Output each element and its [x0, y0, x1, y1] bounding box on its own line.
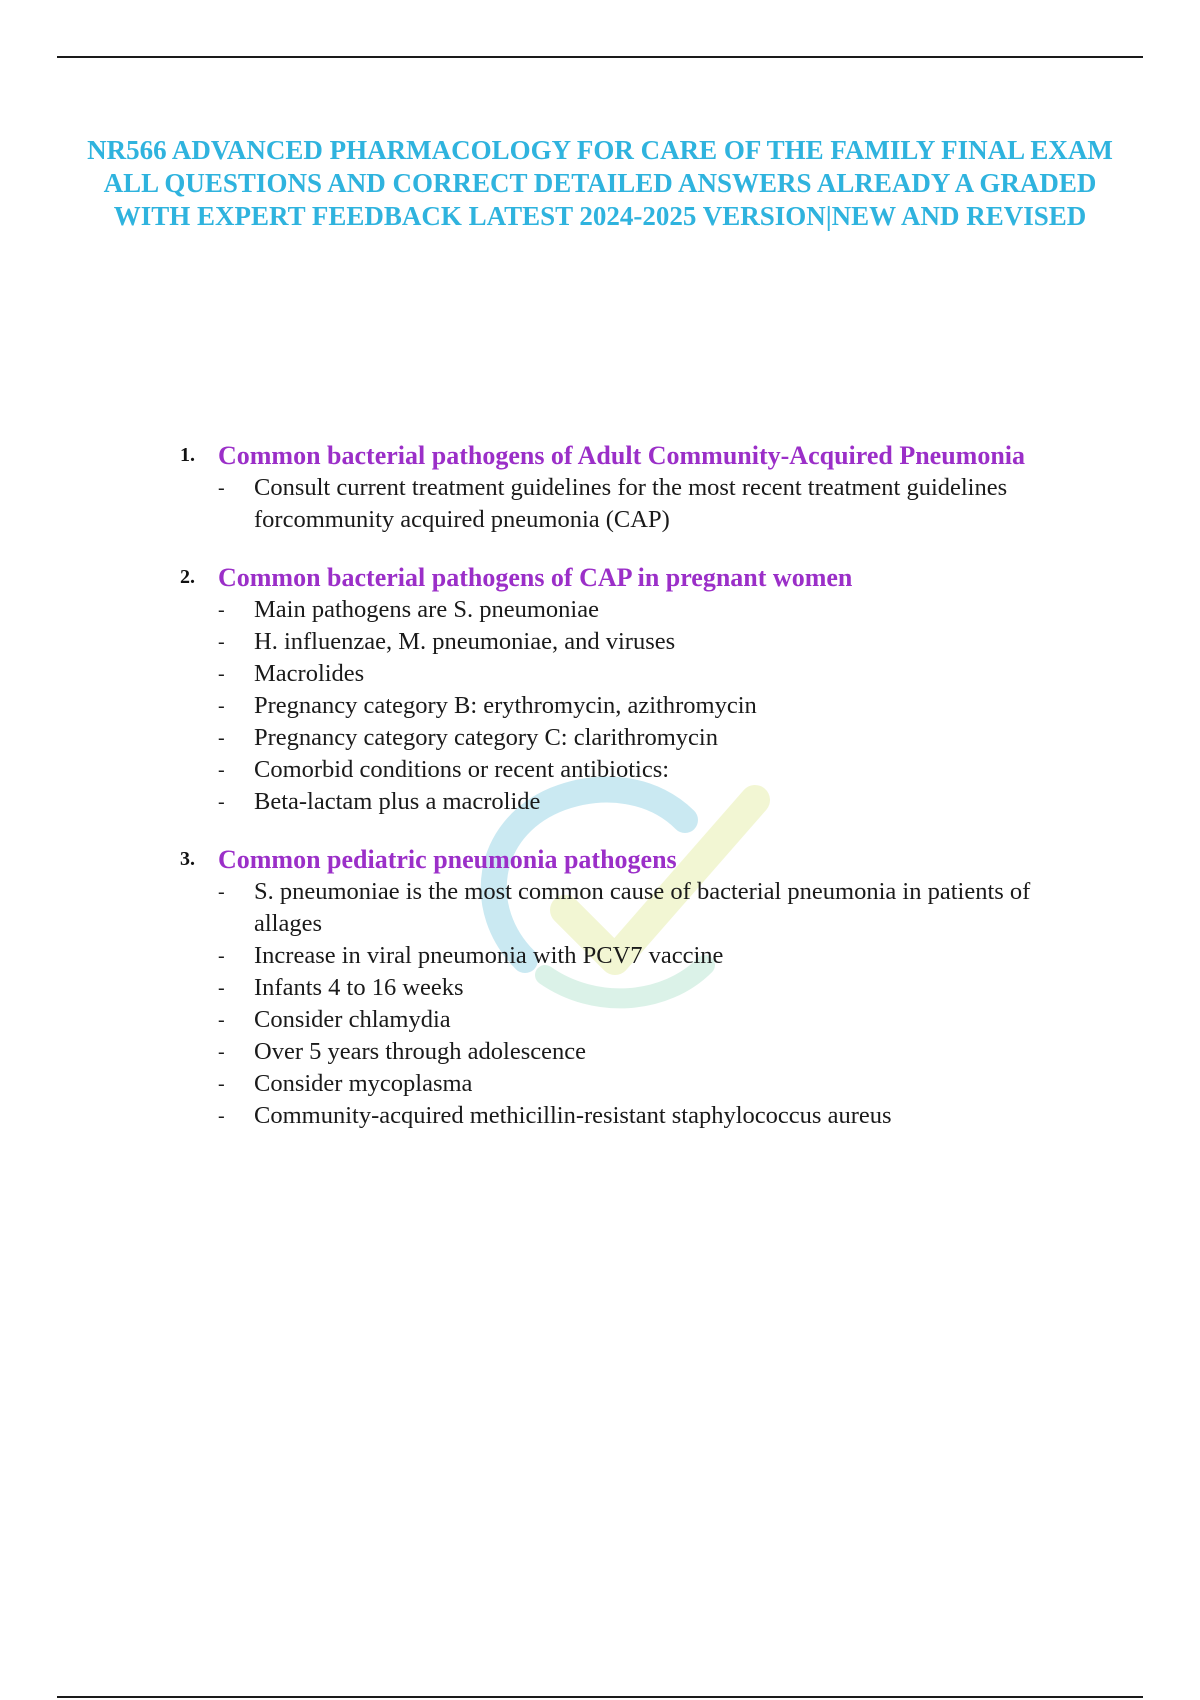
question-item: [0, 562, 1200, 818]
answer-list: [0, 876, 1200, 1132]
answer-list: [0, 472, 1200, 536]
answer-text: Pregnancy category category C: clarithromycin: [254, 724, 718, 751]
dash-bullet-icon: -: [218, 881, 225, 903]
dash-bullet-icon: -: [218, 695, 225, 717]
top-rule: [57, 56, 1143, 58]
question-item: [0, 440, 1200, 536]
answer-text: H. influenzae, M. pneumoniae, and viruses: [254, 628, 676, 655]
answer-list: [0, 594, 1200, 818]
document-title: NR566 ADVANCED PHARMACOLOGY FOR CARE OF THE FAMILY FINAL EXAM ALL QUESTIONS AND CORRECT DETAILED ANSWERS ALREADY A GRADED WITH EXPERT FEEDBACK LATEST 2024-2025 VERSION|NEW AND REVISED: [87, 135, 1113, 231]
dash-bullet-icon: -: [218, 1105, 225, 1127]
answer-item: [0, 754, 1200, 786]
answer-item: [0, 1036, 1200, 1068]
answer-item: [0, 876, 1200, 940]
bottom-rule: [57, 1696, 1143, 1698]
answer-item: [0, 972, 1200, 1004]
answer-item: [0, 1068, 1200, 1100]
answer-item: [0, 626, 1200, 658]
question-text: Common pediatric pneumonia pathogens: [218, 845, 677, 874]
question-heading: [0, 844, 1200, 876]
question-heading: [0, 562, 1200, 594]
answer-text: Comorbid conditions or recent antibiotics:: [254, 756, 670, 783]
dash-bullet-icon: -: [218, 663, 225, 685]
answer-text: Beta-lactam plus a macrolide: [254, 788, 541, 815]
answer-text: Increase in viral pneumonia with PCV7 vaccine: [254, 942, 724, 969]
dash-bullet-icon: -: [218, 599, 225, 621]
answer-item: [0, 786, 1200, 818]
dash-bullet-icon: -: [218, 977, 225, 999]
answer-text: Infants 4 to 16 weeks: [254, 974, 464, 1001]
dash-bullet-icon: -: [218, 1041, 225, 1063]
dash-bullet-icon: -: [218, 631, 225, 653]
answer-item: [0, 722, 1200, 754]
answer-item: [0, 1100, 1200, 1132]
answer-item: [0, 1004, 1200, 1036]
question-heading: [0, 440, 1200, 472]
answer-text: Macrolides: [254, 660, 365, 687]
answer-item: [0, 940, 1200, 972]
dash-bullet-icon: -: [218, 1073, 225, 1095]
dash-bullet-icon: -: [218, 759, 225, 781]
answer-text: Main pathogens are S. pneumoniae: [254, 596, 599, 623]
answer-text: Consider chlamydia: [254, 1006, 451, 1033]
answer-text: Community-acquired methicillin-resistant staphylococcus aureus: [254, 1102, 892, 1129]
answer-text: Pregnancy category B: erythromycin, azithromycin: [254, 692, 757, 719]
question-list: [0, 440, 1200, 1158]
answer-item: [0, 658, 1200, 690]
question-text: Common bacterial pathogens of CAP in pregnant women: [218, 563, 853, 592]
dash-bullet-icon: -: [218, 945, 225, 967]
question-number: 1.: [180, 444, 195, 466]
dash-bullet-icon: -: [218, 1009, 225, 1031]
answer-text: Over 5 years through adolescence: [254, 1038, 586, 1065]
answer-text: Consider mycoplasma: [254, 1070, 473, 1097]
question-text: Common bacterial pathogens of Adult Community-Acquired Pneumonia: [218, 441, 1026, 470]
answer-text: S. pneumoniae is the most common cause of bacterial pneumonia in patients of allages: [254, 878, 1031, 937]
dash-bullet-icon: -: [218, 791, 225, 813]
answer-text: Consult current treatment guidelines for the most recent treatment guidelines forcommunity acquired pneumonia (CAP): [254, 474, 1008, 533]
answer-item: [0, 690, 1200, 722]
dash-bullet-icon: -: [218, 727, 225, 749]
question-item: [0, 844, 1200, 1132]
answer-item: [0, 472, 1200, 536]
question-number: 3.: [180, 848, 195, 870]
dash-bullet-icon: -: [218, 477, 225, 499]
answer-item: [0, 594, 1200, 626]
question-number: 2.: [180, 566, 195, 588]
